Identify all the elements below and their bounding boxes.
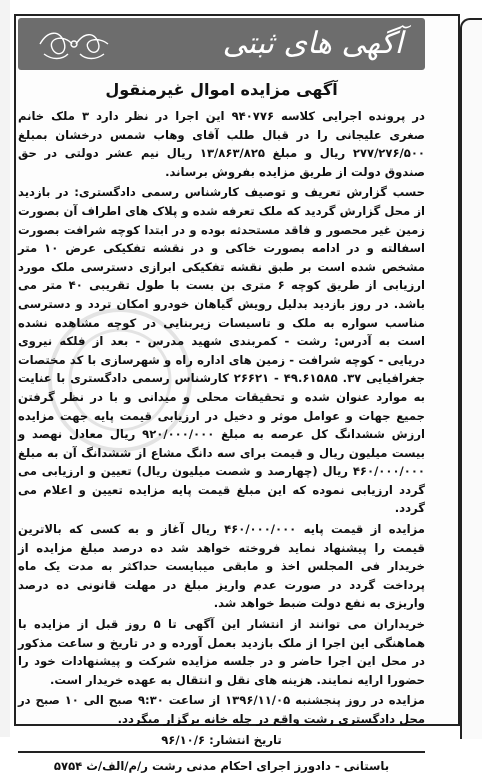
section-header <box>18 18 425 70</box>
adjacent-page-edge <box>460 18 482 739</box>
notice-paragraph: در پرونده اجرایی کلاسه ۹۴۰۷۷۶ این اجرا در نظر دارد ۳ ملک خانم صغری علیجانی را در قبال طلب آقای وهاب شمس درخشان بمبلغ ۲۷۷/۲۷۶/۵۰۰ ریال و مبلغ ۱۳/۸۶۳/۸۲۵ ریال نیم عشر دولتی در حق صندوق دولت از طریق مزایده بفروش برساند. <box>18 109 426 179</box>
notice-paragraph: حسب گزارش تعریف و توصیف کارشناس رسمی دادگستری: در بازدید از محل گزارش گردید که ملک تعرفه شده و پلاک های اطراف آن بصورت زمین غیر محصور و فاقد مستحدثه بوده و در ابتدا کوچه شرافت بصورت اسفالته و در ادامه بصورت خاکی و در نقشه تفکیکی عرض ۱۰ متر مشخص شده است بر طبق نقشه تفکیکی ابرازی دسترسی ملک مورد ارزیابی از طریق کوچه ۶ متری بن بست با طول تقریبی ۴۰ متر می باشد. در روز بازدید بدلیل رویش گیاهان خودرو امکان تردد و دسترسی مناسب سواره به ملک و تاسیسات زیربنایی در کوچه مشاهده نشده است به آدرس: رشت - کمربندی شهید مدرس - بعد از فلکه نیروی دریایی - کوچه شرافت - زمین های اداره راه و شهرسازی با کد مختصات جغرافیایی ۳۷. ۴۹.۶۱۵۸۵ - ۲۶۶۲۱ کارشناس رسمی دادگستری با عنایت به موارد عنوان شده و تحقیقات محلی و میدانی و با در نظر گرفتن جمیع جهات و عوامل موثر و دخیل در ارزیابی قیمت پایه جهت مزایده ارزش ششدانگ کل عرصه به مبلغ ۹۲۰/۰۰۰/۰۰۰ ریال معادل نهصد و بیست میلیون ریال و قیمت برای سه دانگ مشاع از ششدانگ آن به مبلغ ۴۶۰/۰۰۰/۰۰۰ ریال (چهارصد و شصت میلیون ریال) تعیین و ارزیابی می گردد ارزیابی نموده که این مبلغ قیمت پایه مزایده تعیین و اعلام می گردد. <box>18 185 425 516</box>
floral-ornament-icon <box>34 24 114 64</box>
signature-line: باستانی - دادورز اجرای احکام مدنی رشت ر/م/الف/ث ۵۷۵۴ <box>53 759 390 774</box>
notice-paragraph: خریداران می توانند از انتشار این آگهی تا ۵ روز قبل از مزایده با هماهنگی این اجرا از ملک بازدید بعمل آورده و در تاریخ و ساعت مذکور در محل این اجرا حاضر و در جلسه مزایده شرکت و پیشنهادات خود را حضورا ارایه نمایند. هزینه های نقل و انتقال به عهده خریدار است. <box>18 617 425 687</box>
notice-paragraph: مزایده در روز پنجشنبه ۱۳۹۶/۱۱/۰۵ از ساعت ۹:۳۰ صبح الی ۱۰ صبح در محل دادگستری رشت واقع در چله خانه برگزار میگردد. <box>18 693 425 726</box>
adjacent-column-edge <box>0 0 10 737</box>
publication-date: تاریخ انتشار: ۹۶/۱۰/۶ <box>161 732 282 747</box>
divider <box>18 751 425 753</box>
section-title: آگهی های ثبتی <box>222 26 403 61</box>
notice-body <box>18 80 425 775</box>
notice-title: آگهی مزایده اموال غیرمنقول <box>105 80 338 99</box>
notice-paragraph: مزایده از قیمت پایه ۴۶۰/۰۰۰/۰۰۰ ریال آغاز و به کسی که بالاترین قیمت را پیشنهاد نماید فروخته خواهد شد ده درصد مبلغ مزایده از خریدار فی المجلس اخذ و مابقی میبایست حداکثر به مدت یک ماه پرداخت گردد در صورت عدم واریز مبلغ در مهلت قانونی ده درصد واریزی به نفع دولت ضبط خواهد شد. <box>18 522 425 611</box>
